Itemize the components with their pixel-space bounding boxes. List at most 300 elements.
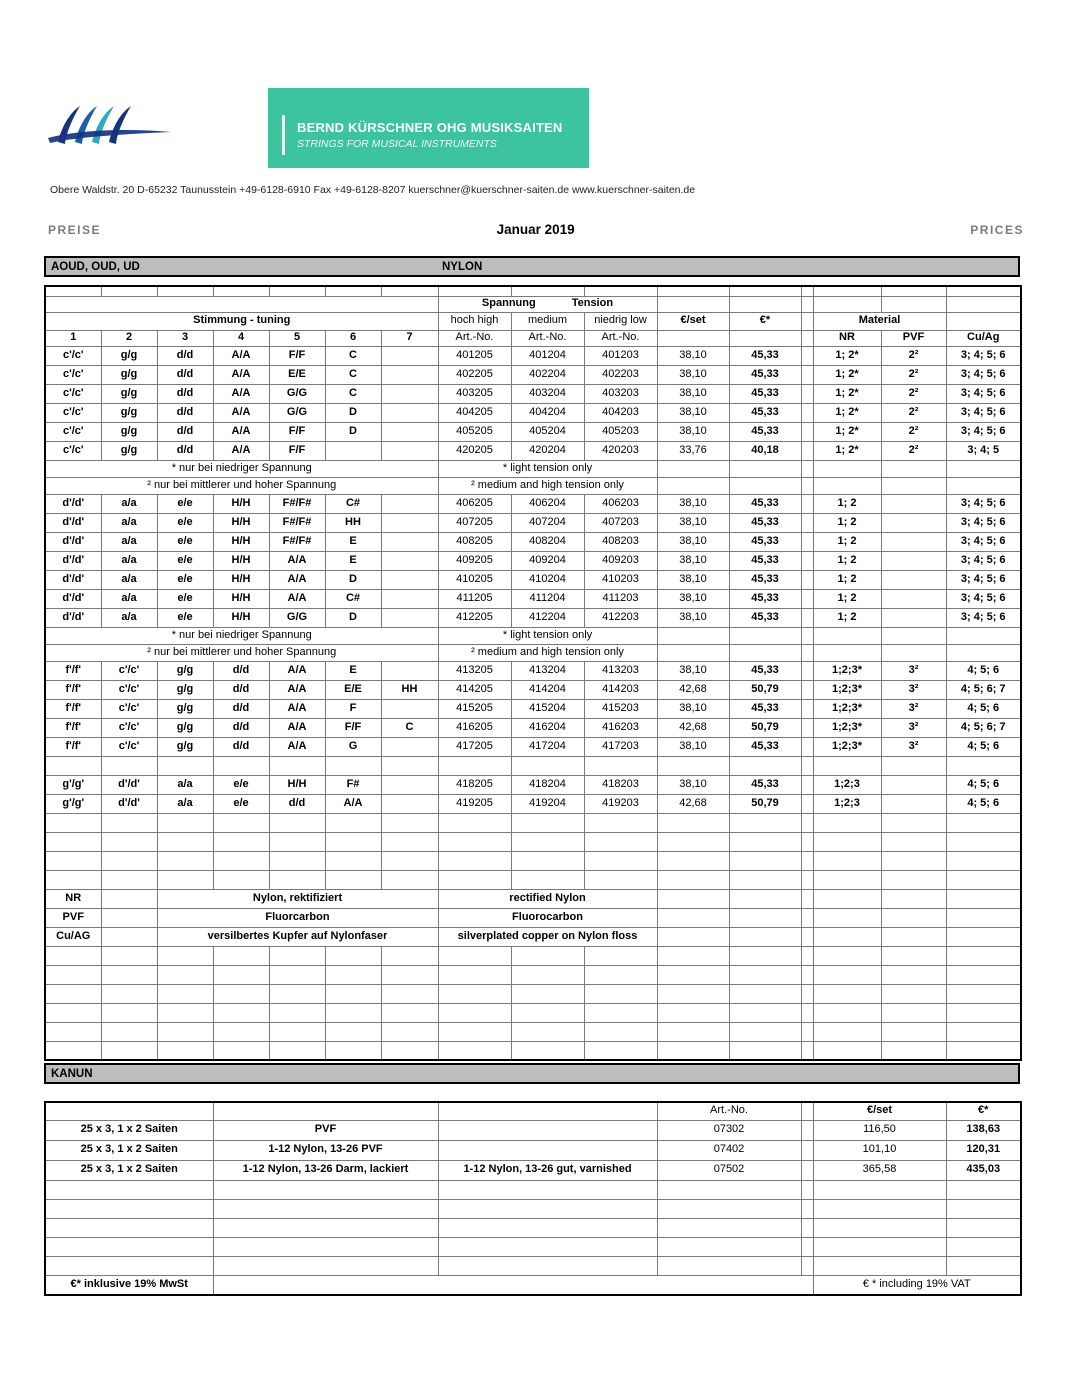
empty-cell: [381, 870, 438, 889]
artno-cell: 404204: [511, 403, 584, 422]
artno-cell: 417203: [584, 737, 657, 756]
tuning-cell: A/A: [269, 589, 325, 608]
legend-row: [45, 908, 1021, 927]
empty-cell: [729, 832, 801, 851]
empty-cell: [813, 477, 881, 494]
material-pvf-cell: [881, 794, 946, 813]
tuning-cell: e/e: [157, 570, 213, 589]
tuning-cell: F: [325, 699, 381, 718]
material-pvf-cell: 3²: [881, 737, 946, 756]
artno-cell: 419203: [584, 794, 657, 813]
legend-en: silverplated copper on Nylon floss: [438, 927, 657, 946]
empty-cell: [657, 832, 729, 851]
empty-cell: [813, 927, 881, 946]
empty-cell: [813, 1218, 946, 1237]
tuning-cell: HH: [325, 513, 381, 532]
material-pvf-cell: 2²: [881, 403, 946, 422]
empty-cell: [801, 384, 813, 403]
artno-cell: 420204: [511, 441, 584, 460]
tuning-cell: H/H: [213, 513, 269, 532]
tuning-cell: g/g: [101, 441, 157, 460]
artno-cell: 406203: [584, 494, 657, 513]
empty-cell: [157, 1041, 213, 1060]
price-set-cell: 42,68: [657, 794, 729, 813]
price-star-cell: 50,79: [729, 680, 801, 699]
empty-cell: [657, 1218, 801, 1237]
tuning-cell: [381, 737, 438, 756]
medium-header: medium: [511, 312, 584, 330]
price-set-cell: 38,10: [657, 365, 729, 384]
empty-row: [45, 870, 1021, 889]
material-nr-cell: 1;2;3*: [813, 661, 881, 680]
empty-cell: [213, 870, 269, 889]
tuning-cell: g/g: [157, 699, 213, 718]
material-nr-cell: 1;2;3: [813, 775, 881, 794]
empty-cell: [729, 927, 801, 946]
material-pvf-cell: 2²: [881, 422, 946, 441]
tuning-cell: HH: [381, 680, 438, 699]
artno-cell: 407204: [511, 513, 584, 532]
empty-cell: [946, 1041, 1021, 1060]
material-cuag-cell: 3; 4; 5; 6: [946, 532, 1021, 551]
material-cuag-cell: 4; 5; 6; 7: [946, 680, 1021, 699]
price-star-cell: 45,33: [729, 661, 801, 680]
column-header-row: [45, 312, 1021, 330]
empty-cell: [801, 589, 813, 608]
empty-cell: [946, 1003, 1021, 1022]
material-cuag-cell: 3; 4; 5; 6: [946, 608, 1021, 627]
material-pvf-cell: 2²: [881, 384, 946, 403]
empty-cell: [511, 851, 584, 870]
tuning-cell: A/A: [269, 661, 325, 680]
price-set-cell: 33,76: [657, 441, 729, 460]
tuning-cell: g'/g': [45, 775, 101, 794]
empty-cell: [801, 832, 813, 851]
empty-cell: [511, 984, 584, 1003]
tuning-cell: A/A: [269, 680, 325, 699]
empty-cell: [45, 286, 101, 296]
empty-cell: [946, 1199, 1021, 1218]
material-header: Material: [813, 312, 946, 330]
tuning-cell: c'/c': [101, 737, 157, 756]
tuning-cell: c'/c': [45, 422, 101, 441]
tuning-cell: [381, 608, 438, 627]
empty-cell: [213, 1237, 438, 1256]
tuning-cell: d/d: [157, 403, 213, 422]
tuning-cell: e/e: [157, 532, 213, 551]
tuning-cell: d'/d': [45, 570, 101, 589]
empty-cell: [45, 984, 101, 1003]
tuning-cell: d/d: [157, 441, 213, 460]
tuning-cell: f'/f': [45, 680, 101, 699]
empty-cell: [101, 946, 157, 965]
tuning-cell: H/H: [213, 608, 269, 627]
string-set-row: [45, 699, 1021, 718]
artno-cell: 405205: [438, 422, 511, 441]
empty-cell: [657, 1022, 729, 1041]
material-cuag-cell: 4; 5; 6: [946, 699, 1021, 718]
string-set-row: [45, 589, 1021, 608]
artno-cell: 407205: [438, 513, 511, 532]
artno-cell: 411205: [438, 589, 511, 608]
tuning-cell: A/A: [213, 422, 269, 441]
empty-cell: [881, 908, 946, 927]
empty-cell: [438, 832, 511, 851]
empty-cell: [801, 680, 813, 699]
empty-cell: [801, 513, 813, 532]
artno-cell: 408205: [438, 532, 511, 551]
empty-cell: [657, 813, 729, 832]
material-pvf-cell: [881, 570, 946, 589]
note-row: [45, 644, 1021, 661]
artno-cell: 402205: [438, 365, 511, 384]
price-set-cell: 38,10: [657, 422, 729, 441]
empty-cell: [438, 1237, 657, 1256]
empty-cell: [584, 965, 657, 984]
empty-cell: [584, 1003, 657, 1022]
empty-cell: [45, 1022, 101, 1041]
tuning-cell: c'/c': [45, 384, 101, 403]
note-de: ² nur bei mittlerer und hoher Spannung: [45, 644, 438, 661]
empty-cell: [801, 1140, 813, 1160]
empty-cell: [729, 286, 801, 296]
tension-title-cell: Spannung Tension: [438, 296, 657, 312]
tuning-cell: g'/g': [45, 794, 101, 813]
empty-cell: [584, 946, 657, 965]
tuning-cell: [381, 551, 438, 570]
empty-cell: [438, 813, 511, 832]
empty-cell: [801, 644, 813, 661]
empty-cell: [813, 1022, 881, 1041]
empty-cell: [269, 984, 325, 1003]
empty-cell: [801, 699, 813, 718]
string-set-row: [45, 513, 1021, 532]
tuning-cell: F#/F#: [269, 532, 325, 551]
tuning-cell: C: [325, 346, 381, 365]
material-nr-cell: 1; 2: [813, 513, 881, 532]
tuning-cell: g/g: [157, 661, 213, 680]
artno-cell: 412204: [511, 608, 584, 627]
tuning-cell: C#: [325, 589, 381, 608]
empty-cell: [381, 946, 438, 965]
empty-cell: [881, 627, 946, 644]
empty-cell: [657, 627, 729, 644]
empty-cell: [269, 851, 325, 870]
empty-cell: [946, 756, 1021, 775]
empty-cell: [881, 965, 946, 984]
empty-cell: [45, 296, 438, 312]
artno-cell: 420205: [438, 441, 511, 460]
tuning-cell: d/d: [157, 422, 213, 441]
empty-cell: [657, 965, 729, 984]
tuning-cell: H/H: [213, 589, 269, 608]
empty-cell: [813, 908, 881, 927]
tuning-cell: C: [325, 365, 381, 384]
empty-cell: [801, 286, 813, 296]
empty-cell: [729, 889, 801, 908]
empty-cell: [946, 889, 1021, 908]
tuning-cell: [381, 775, 438, 794]
empty-cell: [511, 946, 584, 965]
kanun-desc-cell: 25 x 3, 1 x 2 Saiten: [45, 1160, 213, 1180]
empty-cell: [269, 286, 325, 296]
tuning-cell: [381, 794, 438, 813]
empty-cell: [946, 296, 1021, 312]
empty-cell: [511, 1022, 584, 1041]
artno-cell: 411204: [511, 589, 584, 608]
empty-cell: [813, 1256, 946, 1275]
tension-title-row: [45, 296, 1021, 312]
tuning-cell: c'/c': [45, 403, 101, 422]
empty-cell: [801, 1237, 813, 1256]
empty-cell: [813, 851, 881, 870]
material-cuag-cell: 4; 5; 6; 7: [946, 718, 1021, 737]
empty-cell: [946, 851, 1021, 870]
material-nr-cell: 1;2;3: [813, 794, 881, 813]
empty-cell: [657, 908, 729, 927]
tuning-cell: A/A: [269, 551, 325, 570]
empty-cell: [946, 813, 1021, 832]
kanun-artno-cell: 07302: [657, 1120, 801, 1140]
preise-label: PREISE: [48, 223, 102, 237]
empty-cell: [881, 870, 946, 889]
empty-cell: [729, 330, 801, 346]
empty-cell: [213, 286, 269, 296]
empty-cell: [813, 296, 881, 312]
brand-divider: [282, 115, 285, 155]
tuning-cell: d'/d': [101, 775, 157, 794]
footer-row: [45, 1275, 1021, 1295]
kanun-artno-cell: 07502: [657, 1160, 801, 1180]
artno-cell: 406204: [511, 494, 584, 513]
tuning-cell: g/g: [101, 422, 157, 441]
note-row: [45, 460, 1021, 477]
empty-cell: [511, 813, 584, 832]
material-pvf-cell: 2²: [881, 346, 946, 365]
legend-row: [45, 889, 1021, 908]
empty-cell: [729, 477, 801, 494]
empty-cell: [881, 832, 946, 851]
artno-cell: 418204: [511, 775, 584, 794]
empty-cell: [729, 756, 801, 775]
empty-cell: [381, 1041, 438, 1060]
tuning-cell: A/A: [213, 441, 269, 460]
empty-cell: [438, 1003, 511, 1022]
empty-cell: [157, 286, 213, 296]
material-nr-cell: 1;2;3*: [813, 680, 881, 699]
string-set-row: [45, 403, 1021, 422]
empty-cell: [157, 832, 213, 851]
tuning-cell: g/g: [101, 403, 157, 422]
empty-cell: [813, 870, 881, 889]
empty-cell: [381, 286, 438, 296]
price-star-cell: 45,33: [729, 589, 801, 608]
empty-cell: [657, 927, 729, 946]
empty-cell: [213, 813, 269, 832]
tuning-cell: d/d: [269, 794, 325, 813]
material-cuag-cell: 3; 4; 5; 6: [946, 384, 1021, 403]
tuning-cell: g/g: [157, 718, 213, 737]
artno-cell: 418203: [584, 775, 657, 794]
empty-cell: [101, 870, 157, 889]
empty-cell: [801, 1022, 813, 1041]
empty-cell: [801, 984, 813, 1003]
prices-label: PRICES: [970, 223, 1024, 237]
empty-cell: [584, 832, 657, 851]
section-band-kanun: [44, 1063, 1020, 1084]
tuning-cell: e/e: [157, 494, 213, 513]
empty-cell: [657, 644, 729, 661]
tuning-cell: C: [381, 718, 438, 737]
empty-cell: [101, 965, 157, 984]
empty-cell: [325, 832, 381, 851]
kanun-spec-en-cell: 1-12 Nylon, 13-26 gut, varnished: [438, 1160, 657, 1180]
artno-cell: 417205: [438, 737, 511, 756]
empty-cell: [729, 965, 801, 984]
tuning-cell: d/d: [213, 718, 269, 737]
empty-cell: [881, 851, 946, 870]
subheader-row: [45, 330, 1021, 346]
tuning-cell: d/d: [157, 384, 213, 403]
empty-cell: [45, 1003, 101, 1022]
vat-note-de: €* inklusive 19% MwSt: [45, 1275, 213, 1295]
empty-cell: [325, 984, 381, 1003]
empty-cell: [325, 1022, 381, 1041]
artno-cell: 414203: [584, 680, 657, 699]
note-row: [45, 477, 1021, 494]
note-en: * light tension only: [438, 460, 657, 477]
empty-cell: [946, 870, 1021, 889]
material-pvf-cell: [881, 775, 946, 794]
artno-cell: 406205: [438, 494, 511, 513]
price-star-cell: 45,33: [729, 403, 801, 422]
string-set-row: [45, 661, 1021, 680]
empty-cell: [801, 965, 813, 984]
price-set-cell: 38,10: [657, 570, 729, 589]
kanun-spec-en-cell: [438, 1140, 657, 1160]
material-nr-cell: 1; 2*: [813, 403, 881, 422]
tuning-cell: d/d: [213, 699, 269, 718]
empty-cell: [269, 1022, 325, 1041]
price-star-cell: 45,33: [729, 775, 801, 794]
string-set-row: [45, 384, 1021, 403]
empty-cell: [881, 460, 946, 477]
section-band-aoud: [44, 256, 1020, 277]
empty-cell: [438, 870, 511, 889]
empty-cell: [511, 756, 584, 775]
empty-cell: [584, 756, 657, 775]
string-set-row: [45, 365, 1021, 384]
empty-cell: [881, 889, 946, 908]
empty-row: [45, 851, 1021, 870]
material-cuag-cell: 3; 4; 5; 6: [946, 589, 1021, 608]
artno-cell: 412203: [584, 608, 657, 627]
tuning-cell: d'/d': [45, 589, 101, 608]
empty-cell: [657, 889, 729, 908]
material-cuag-cell: 3; 4; 5; 6: [946, 551, 1021, 570]
tuning-cell: c'/c': [101, 718, 157, 737]
empty-cell: [438, 851, 511, 870]
empty-cell: [45, 1199, 213, 1218]
empty-cell: [157, 984, 213, 1003]
empty-cell: [729, 870, 801, 889]
material-cuag-cell: 3; 4; 5: [946, 441, 1021, 460]
empty-cell: [269, 1041, 325, 1060]
empty-cell: [157, 965, 213, 984]
tuning-number-header: 5: [269, 330, 325, 346]
material-pvf-cell: [881, 494, 946, 513]
material-nr-cell: 1; 2: [813, 532, 881, 551]
kanun-row: [45, 1140, 1021, 1160]
tuning-cell: d/d: [157, 346, 213, 365]
tuning-cell: [381, 365, 438, 384]
kanun-price-star-cell: 435,03: [946, 1160, 1021, 1180]
company-tagline: STRINGS FOR MUSICAL INSTRUMENTS: [297, 138, 497, 150]
price-set-cell: 38,10: [657, 532, 729, 551]
empty-cell: [881, 296, 946, 312]
empty-cell: [511, 1041, 584, 1060]
tuning-cell: [381, 494, 438, 513]
tuning-cell: d'/d': [45, 608, 101, 627]
empty-cell: [729, 908, 801, 927]
empty-row: [45, 756, 1021, 775]
tuning-number-header: 4: [213, 330, 269, 346]
tuning-cell: a/a: [101, 532, 157, 551]
empty-cell: [325, 870, 381, 889]
legend-row: [45, 927, 1021, 946]
empty-cell: [801, 737, 813, 756]
empty-cell: [101, 1041, 157, 1060]
empty-row: [45, 1022, 1021, 1041]
empty-cell: [801, 775, 813, 794]
kanun-spec-cell: 1-12 Nylon, 13-26 Darm, lackiert: [213, 1160, 438, 1180]
tuning-cell: c'/c': [45, 441, 101, 460]
tuning-cell: d'/d': [45, 494, 101, 513]
empty-cell: [801, 1256, 813, 1275]
empty-cell: [325, 813, 381, 832]
kanun-price-star-cell: 138,63: [946, 1120, 1021, 1140]
empty-cell: [657, 1180, 801, 1199]
legend-de: Nylon, rektifiziert: [157, 889, 438, 908]
empty-row: [45, 1003, 1021, 1022]
kanun-artno-cell: 07402: [657, 1140, 801, 1160]
empty-cell: [813, 644, 881, 661]
material-pvf-cell: [881, 513, 946, 532]
empty-row: [45, 1218, 1021, 1237]
empty-cell: [801, 460, 813, 477]
artno-cell: 405203: [584, 422, 657, 441]
tuning-cell: a/a: [101, 494, 157, 513]
empty-cell: [657, 460, 729, 477]
tuning-cell: E: [325, 532, 381, 551]
empty-cell: [801, 1160, 813, 1180]
artno-cell: 409204: [511, 551, 584, 570]
tuning-cell: A/A: [325, 794, 381, 813]
artno-cell: 419205: [438, 794, 511, 813]
tuning-cell: G/G: [269, 403, 325, 422]
kanun-price-set-cell: 116,50: [813, 1120, 946, 1140]
material-nr-cell: 1;2;3*: [813, 737, 881, 756]
note-de: * nur bei niedriger Spannung: [45, 627, 438, 644]
empty-cell: [729, 460, 801, 477]
tuning-cell: [381, 661, 438, 680]
artno-cell: 415203: [584, 699, 657, 718]
tuning-cell: H/H: [213, 570, 269, 589]
empty-cell: [657, 286, 729, 296]
empty-cell: [813, 1199, 946, 1218]
empty-cell: [813, 460, 881, 477]
material-cuag-cell: 3; 4; 5; 6: [946, 494, 1021, 513]
